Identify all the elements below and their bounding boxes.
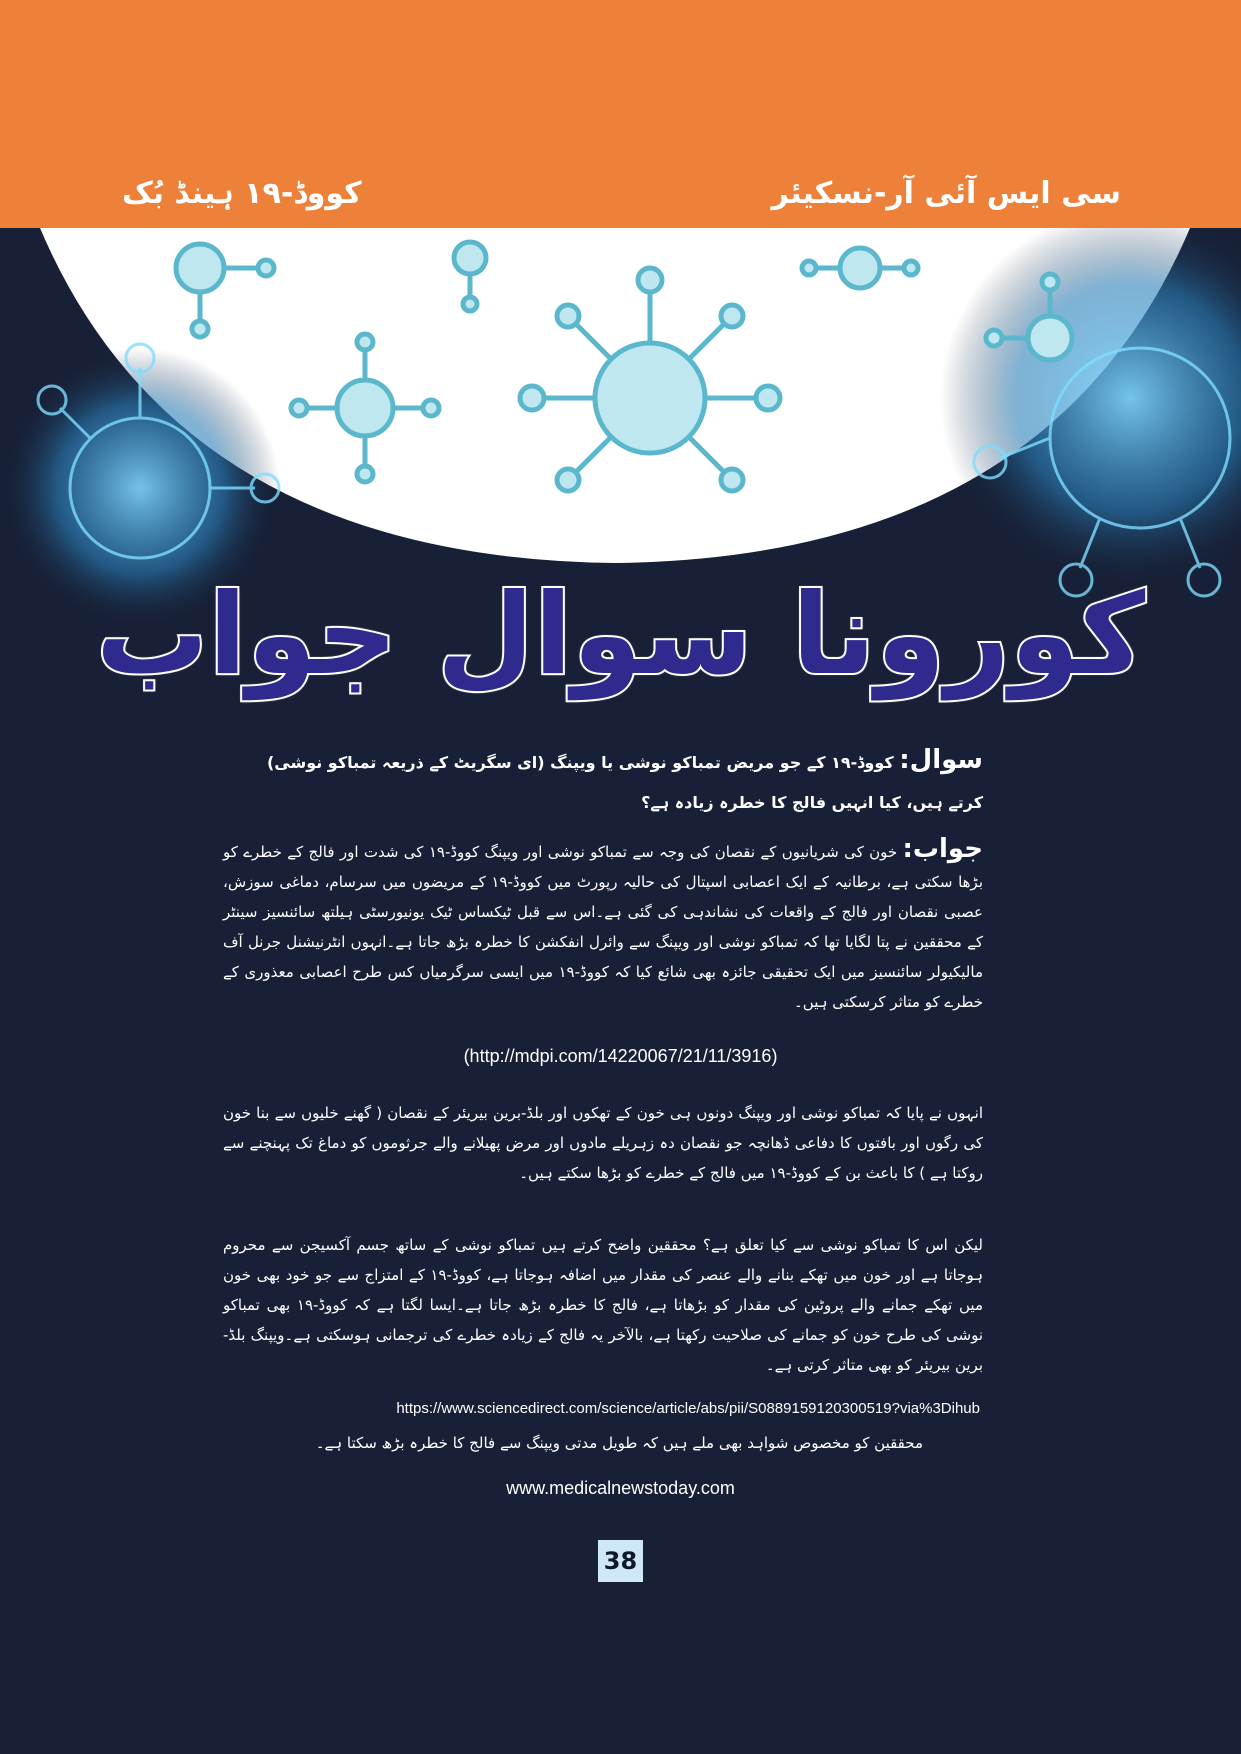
reference-link-medicalnewstoday: www.medicalnewstoday.com (506, 1478, 735, 1498)
question-label: سوال: (899, 745, 983, 775)
handbook-name: کووڈ-۱۹ ہینڈ بُک (122, 176, 362, 211)
publisher-name: سی ایس آئی آر-نسکیئر (771, 176, 1121, 211)
reference-link-mdpi: (http://mdpi.com/14220067/21/11/3916) (463, 1046, 778, 1066)
answer-label: جواب: (902, 834, 983, 864)
header-band (0, 0, 1241, 228)
question-block (253, 740, 983, 823)
answer-block (223, 834, 983, 1017)
paragraph-2: انہوں نے پایا کہ تمباکو نوشی اور ویپنگ دونوں ہی خون کے تھکوں اور بلڈ-برین بیریئر کے نقصان ( گھنے خلیوں سے بنا خون کی رگوں اور بافتوں کا دفاعی ڈھانچہ جو نقصان دہ زہریلے مادوں اور مرض پھیلانے والے جرثوموں کو دماغ تک پہنچنے سے روکتا ہے ) کا باعث بن کے کووڈ-۱۹ میں فالج کے خطرے کو بڑھا سکتے ہیں۔ (223, 1104, 983, 1182)
answer-text: خون کی شریانیوں کے نقصان کی وجہ سے تمباکو نوشی اور ویپنگ کووڈ-۱۹ کی شدت اور فالج کے خطرے کو بڑھا سکتی ہے، برطانیہ کے ایک اعصابی اسپتال کی حالیہ رپورٹ میں کووڈ-۱۹ کے مریضوں میں سرسام، دماغی سوزش، عصبی نقصان اور فالج کے واقعات کی نشاندہی کی گئی ہے۔اس سے قبل ٹیکساس ٹیک یونیورسٹی ہیلتھ سائنسیز سینٹر کے محققین نے پتا لگایا تھا کہ تمباکو نوشی اور ویپنگ سے وائرل انفکشن کا خطرہ بڑھ جاتا ہے۔انہوں انٹرنیشنل جرنل آف مالیکیولر سائنسیز میں ایک تحقیقی جائزہ بھی شائع کیا کہ کووڈ-۱۹ میں ایسی سرگرمیاں کس طرح اعصابی معذوری کے خطرے کو متاثر کرسکتی ہیں۔ (223, 843, 984, 1011)
reference-link-sciencedirect: https://www.sciencedirect.com/science/article/abs/pii/S0889159120300519?via%3Dihub (396, 1400, 980, 1417)
page-title: کورونا سوال جواب (95, 570, 1146, 700)
paragraph-4: محققین کو مخصوص شواہد بھی ملے ہیں کہ طویل مدتی ویپنگ سے فالج کا خطرہ بڑھ سکتا ہے۔ (315, 1434, 923, 1452)
paragraph-3: لیکن اس کا تمباکو نوشی سے کیا تعلق ہے؟ محققین واضح کرتے ہیں تمباکو نوشی کے ساتھ جسم آکسیجن سے محروم ہوجاتا ہے اور خون میں تھکے بنانے والے عنصر کی مقدار میں اضافہ ہوجاتا ہے، کووڈ-۱۹ کے امتزاج سے جو خود بھی خون میں تھکے جمانے والے پروٹین کی مقدار کو بڑھاتا ہے، فالج کا خطرہ بڑھ جاتا ہے۔ایسا لگتا ہے کہ کووڈ-۱۹ بھی تمباکو نوشی کی طرح خون کو جمانے کی صلاحیت رکھتا ہے، بالآخر یہ فالج کے زیادہ خطرے کی ترجمانی ہوسکتی ہے۔ویپنگ بلڈ-برین بیریئر کو بھی متاثر کرتی ہے۔ (223, 1236, 983, 1374)
question-text: کووڈ-۱۹ کے جو مریض تمباکو نوشی یا ویپنگ (ای سگریٹ کے ذریعہ تمباکو نوشی) کرتے ہیں، کیا انہیں فالج کا خطرہ زیادہ ہے؟ (266, 753, 983, 812)
page-number: 38 (598, 1540, 643, 1582)
